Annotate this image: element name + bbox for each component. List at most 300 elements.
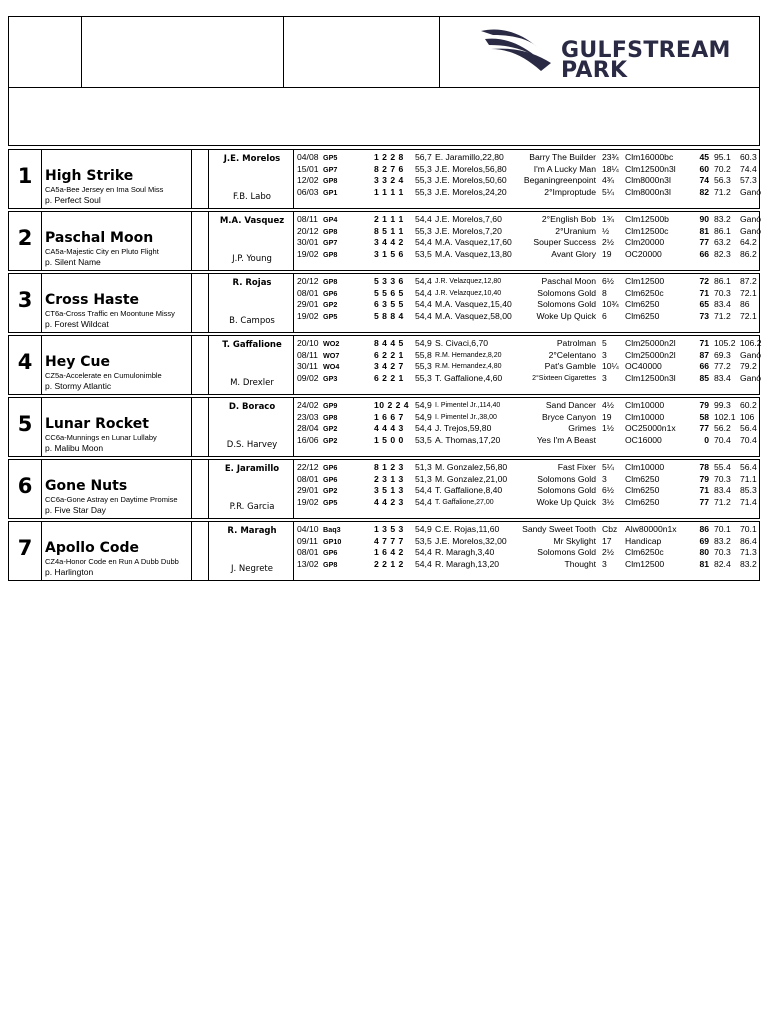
race-positions: 6 3 5 5 [374,299,404,309]
horse-name: Gone Nuts [45,478,128,494]
race-date: 23/03 [297,411,319,422]
race-rating-1: 86.1 [714,276,731,286]
race-class: Clm8000n3l [625,186,671,197]
race-track: GP7 [323,164,338,174]
race-margin: 6½ [602,485,614,495]
speed-figure: 58 [699,411,709,422]
race-winner: Pat's Gamble [544,361,596,371]
race-class: Clm10000 [625,411,665,422]
race-class: Alw80000n1x [625,524,677,534]
race-positions: 1 5 0 0 [374,434,404,445]
past-race-row [294,288,759,300]
column-divider [41,460,42,518]
header-divider [9,87,759,88]
race-rating-2: 71.4 [740,496,757,507]
speed-figure: 80 [699,547,709,557]
race-track: GP2 [323,435,338,445]
column-divider [41,274,42,332]
race-margin: 8 [602,287,607,298]
race-track: GP10 [323,536,342,546]
speed-figure: 78 [699,462,709,472]
race-rating-2: 70.4 [740,434,757,445]
race-rating-2: 79.2 [740,361,757,371]
race-jockey-odds: J.E. Morelos,7,60 [435,214,502,224]
race-positions: 1 6 6 7 [374,411,404,422]
race-rating-1: 55.4 [714,462,731,472]
race-winner: Woke Up Quick [536,310,596,321]
race-weight: 54,4 [415,547,432,557]
race-weight: 54,4 [415,423,432,433]
race-weight: 55,3 [415,372,432,383]
race-rating-2: 71.1 [740,473,757,484]
race-track: GP5 [323,153,338,162]
speed-figure: 82 [699,186,709,197]
race-rating-2: 74.4 [740,163,757,174]
entry-number: 7 [17,536,33,560]
past-race-row [294,214,762,226]
past-race-row [294,536,759,548]
race-rating-1: 83.4 [714,485,731,495]
race-weight: 53,5 [415,248,432,259]
race-weight: 55,8 [415,349,432,360]
race-date: 20/10 [297,338,319,348]
race-date: 30/11 [297,361,318,371]
race-class: OC40000 [625,361,662,371]
race-rating-1: 71.2 [714,496,731,507]
race-rating-1: 70.3 [714,287,731,298]
race-winner: Solomons Gold [537,299,596,309]
past-race-row [294,412,759,424]
column-divider [191,398,192,456]
past-performances [294,152,762,198]
race-weight: 54,4 [415,237,432,247]
header-cell [283,17,440,87]
race-positions: 2 1 1 1 [374,214,404,224]
past-race-row [294,547,759,559]
horse-sire-line: p. Forest Wildcat [45,319,109,329]
past-race-row [294,559,759,571]
race-winner: Solomons Gold [537,485,596,495]
race-jockey-odds: A. Thomas,17,20 [435,434,501,445]
race-weight: 54,9 [415,411,432,422]
race-margin: 2½ [602,547,614,557]
trainer-name: P.R. Garcia [229,502,275,512]
race-date: 13/02 [297,558,319,569]
horse-sire-line: p. Silent Name [45,257,101,267]
race-margin: 17 [602,535,612,546]
past-race-row [294,225,762,238]
race-date: 09/11 [297,535,318,546]
header-cell [9,17,82,87]
race-margin: 3 [602,349,607,360]
race-rating-1: 56.3 [714,175,731,185]
race-track: GP6 [323,463,338,472]
race-class: Clm25000n2l [625,349,676,360]
entry-number: 5 [17,412,33,436]
race-date: 15/01 [297,163,319,174]
race-track: GP8 [323,176,338,185]
race-rating-2: 86.4 [740,535,757,546]
race-entry [8,273,760,333]
race-margin: 6 [602,310,607,321]
race-rating-2: 56.4 [740,462,757,472]
race-positions: 4 7 7 7 [374,535,404,546]
race-track: WO4 [323,362,340,371]
race-positions: 6 2 2 1 [374,349,404,360]
race-class: Clm10000 [625,400,665,410]
race-margin: 3 [602,473,607,484]
race-track: GP3 [323,373,338,383]
race-margin: 3 [602,558,607,569]
past-race-row [294,462,759,474]
speed-figure: 86 [699,524,709,534]
race-rating-1: 70.1 [714,524,731,534]
speed-figure: 85 [699,372,709,383]
race-winner: Avant Glory [551,248,596,259]
race-jockey-odds: C.E. Rojas,11,60 [435,524,500,534]
race-winner: Sand Dancer [545,400,596,410]
horse-head-icon [479,25,559,75]
race-rating-1: 105.2 [714,338,736,348]
column-divider [191,522,192,580]
race-margin: Cbz [602,524,618,534]
jockey-name: J.E. Morelos [223,154,281,164]
race-class: Clm12500c [625,225,669,236]
entry-number: 6 [17,474,33,498]
race-winner: Solomons Gold [537,547,596,557]
race-jockey-odds: J. Trejos,59,80 [435,423,492,433]
race-date: 09/02 [297,372,319,383]
race-date: 29/01 [297,299,319,309]
race-positions: 1 3 5 3 [374,524,404,534]
race-rating-1: 83.2 [714,214,731,224]
race-winner: Souper Success [533,237,596,247]
race-rating-2: 106 [740,411,755,422]
race-margin: 4¾ [602,175,614,185]
race-rating-2: 72.1 [740,310,757,321]
race-winner: Thought [564,558,596,569]
race-weight: 55,3 [415,225,432,236]
speed-figure: 77 [699,496,709,507]
race-date: 06/03 [297,186,319,197]
race-positions: 2 2 1 2 [374,558,404,569]
race-rating-1: 71.2 [714,186,731,197]
race-rating-2: 57.3 [740,175,757,185]
race-class: Clm10000 [625,462,665,472]
race-jockey-odds: T. Gaffalione,4,60 [435,372,503,383]
race-weight: 54,9 [415,400,432,410]
race-winner: 2°Sixteen Cigarettes [532,374,596,382]
speed-figure: 79 [699,400,709,410]
race-positions: 3 3 2 4 [374,175,404,185]
race-rating-2: Ganó [740,225,762,236]
past-race-row [294,276,759,288]
race-jockey-odds: T. Gaffalione,27,00 [435,498,494,506]
past-race-row [294,186,762,199]
race-margin: 6½ [602,276,614,286]
race-class: Clm12500b [625,214,669,224]
race-date: 19/02 [297,496,319,507]
speed-figure: 74 [699,175,709,185]
logo-text [561,38,731,83]
race-weight: 54,9 [415,524,432,534]
speed-figure: 65 [699,299,709,309]
race-winner: 2°English Bob [541,214,596,224]
race-track: GP1 [323,187,338,197]
race-positions: 3 5 1 3 [374,485,404,495]
past-race-row [294,485,759,497]
speed-figure: 81 [699,225,709,236]
race-margin: 10¾ [602,299,619,309]
speed-figure: 73 [699,310,709,321]
race-rating-1: 70.3 [714,547,731,557]
race-rating-1: 83.4 [714,372,731,383]
race-class: Clm12500n3l [625,372,676,383]
race-winner: Beganingreenpoint [523,175,596,185]
race-date: 08/11 [297,214,318,224]
past-race-row [294,237,759,249]
race-jockey-odds: R. Maragh,3,40 [435,547,495,557]
race-date: 16/06 [297,434,319,445]
past-performances [294,338,762,384]
race-track: GP2 [323,300,338,309]
race-rating-1: 95.1 [714,152,731,162]
race-date: 12/02 [297,175,319,185]
race-rating-1: 70.2 [714,163,731,174]
race-positions: 3 1 5 6 [374,248,404,259]
race-rating-1: 99.3 [714,400,731,410]
horse-sire-line: p. Harlington [45,567,94,577]
speed-figure: 69 [699,535,709,546]
race-date: 19/02 [297,248,319,259]
race-positions: 1 2 2 8 [374,152,404,162]
race-margin: ½ [602,225,610,236]
entry-number: 2 [17,226,33,250]
race-weight: 54,4 [415,214,432,224]
race-entry [8,397,760,457]
past-performances [294,276,759,322]
past-race-row [294,164,759,176]
race-jockey-odds: I. Pimentel Jr.,114,40 [435,402,501,409]
race-class: OC25000n1x [625,423,676,433]
race-class: Clm20000 [625,237,665,247]
race-positions: 6 2 2 1 [374,372,404,383]
race-entry [8,521,760,581]
race-winner: 2°Uranium [555,225,596,236]
race-jockey-odds: J.E. Morelos,24,20 [435,186,507,197]
race-margin: 3 [602,372,607,383]
race-winner: Sandy Sweet Tooth [522,524,596,534]
race-winner: Paschal Moon [541,276,596,286]
race-jockey-odds: E. Jaramillo,22,80 [435,152,504,162]
race-track: Baq3 [323,525,341,534]
past-race-row [294,338,762,350]
race-track: GP6 [323,548,338,557]
trainer-name: F.B. Labo [232,192,271,202]
race-date: 24/02 [297,400,319,410]
race-class: Clm8000n3l [625,175,671,185]
race-margin: 1¾ [602,214,614,224]
race-rating-1: 102.1 [714,411,736,422]
column-divider [191,274,192,332]
race-winner: Solomons Gold [537,287,596,298]
past-performances [294,462,759,508]
race-winner: I'm A Lucky Man [533,163,596,174]
horse-breeding: CT6a-Cross Traffic en Moontune Missy [45,309,175,318]
race-entry [8,459,760,519]
trainer-name: B. Campos [229,316,275,326]
race-class: OC20000 [625,248,662,259]
race-jockey-odds: M.A. Vasquez,17,60 [435,237,512,247]
column-divider [41,522,42,580]
race-class: Clm12500 [625,276,665,286]
entries-list [8,149,760,583]
race-positions: 4 4 2 3 [374,496,404,507]
race-class: Clm6250c [625,547,664,557]
race-track: WO7 [323,350,340,360]
race-rating-1: 71.2 [714,310,731,321]
race-rating-1: 70.4 [714,434,731,445]
race-jockey-odds: R.M. Hernandez,4,80 [435,363,502,370]
horse-breeding: CZ4a-Honor Code en Run A Dubb Dubb [45,557,179,566]
past-race-row [294,311,759,323]
race-jockey-odds: M. Gonzalez,56,80 [435,462,508,472]
race-track: WO2 [323,339,340,348]
race-class: Handicap [625,535,662,546]
column-divider [191,150,192,208]
race-weight: 53,5 [415,535,432,546]
race-track: GP5 [323,311,338,321]
race-date: 22/12 [297,462,319,472]
race-winner: Solomons Gold [537,473,596,484]
race-weight: 54,4 [415,496,432,507]
column-divider [191,460,192,518]
horse-name: Hey Cue [45,354,110,370]
header-cell [81,17,284,87]
race-positions: 1 1 1 1 [374,186,404,197]
race-winner: Patrolman [556,338,596,348]
race-track: GP8 [323,249,338,259]
race-weight: 55,3 [415,175,432,185]
race-positions: 4 4 4 3 [374,423,404,433]
race-track: GP6 [323,288,338,298]
race-weight: 54,9 [415,338,432,348]
horse-breeding: CC6a-Munnings en Lunar Lullaby [45,433,157,442]
race-date: 28/04 [297,423,319,433]
race-date: 20/12 [297,225,319,236]
race-class: Clm25000n2l [625,338,676,348]
race-track: GP8 [323,412,338,422]
race-track: GP8 [323,277,338,286]
race-rating-2: 60.3 [740,152,757,162]
horse-name: Apollo Code [45,540,139,556]
race-positions: 2 3 1 3 [374,473,404,484]
horse-breeding: CA5a-Majestic City en Pluto Flight [45,247,159,256]
race-track: GP8 [323,559,338,569]
race-margin: 23¾ [602,152,619,162]
trainer-name: M. Drexler [230,378,274,388]
past-race-row [294,524,759,536]
race-rating-2: Ganó [740,372,762,383]
race-date: 08/01 [297,287,319,298]
horse-name: Paschal Moon [45,230,154,246]
race-weight: 53,5 [415,434,432,445]
race-date: 19/02 [297,310,319,321]
past-race-row [294,400,759,412]
race-rating-2: 86.2 [740,248,757,259]
race-positions: 5 8 8 4 [374,310,404,321]
race-track: GP8 [323,226,338,236]
header-box [8,16,760,146]
race-class: Clm12500n3l [625,163,676,174]
horse-sire-line: p. Malibu Moon [45,443,104,453]
horse-name: High Strike [45,168,134,184]
race-margin: 4½ [602,400,614,410]
past-race-row [294,349,762,362]
race-weight: 54,4 [415,299,432,309]
race-jockey-odds: M.A. Vasquez,15,40 [435,299,512,309]
horse-breeding: CA5a-Bee Jersey en Ima Soul Miss [45,185,164,194]
race-weight: 51,3 [415,473,432,484]
race-class: OC16000 [625,434,662,445]
race-margin: 2½ [602,237,614,247]
speed-figure: 79 [699,473,709,484]
race-track: GP9 [323,401,338,410]
race-class: Clm12500 [625,558,665,569]
race-positions: 1 6 4 2 [374,547,404,557]
race-weight: 54,4 [415,558,432,569]
gulfstream-park-logo [479,25,749,81]
race-jockey-odds: S. Civaci,6,70 [435,338,489,348]
race-margin: 10¼ [602,361,619,371]
race-rating-2: 71.3 [740,547,757,557]
speed-figure: 0 [704,434,709,445]
race-rating-2: Ganó [740,214,762,224]
race-rating-2: 106.2 [740,338,762,348]
race-positions: 10 2 2 4 [374,400,410,410]
logo-line1: GULFSTREAM [561,38,731,63]
speed-figure: 77 [699,423,709,433]
past-performances [294,400,759,446]
race-weight: 54,4 [415,485,432,495]
entry-number: 3 [17,288,33,312]
race-entry [8,149,760,209]
race-weight: 55,3 [415,361,432,371]
race-rating-1: 77.2 [714,361,731,371]
race-date: 20/12 [297,276,319,286]
past-race-row [294,423,759,435]
past-race-row [294,435,759,447]
jockey-name: M.A. Vasquez [219,216,285,226]
speed-figure: 77 [699,237,709,247]
past-race-row [294,152,759,164]
race-rating-1: 56.2 [714,423,731,433]
race-rating-1: 69.3 [714,349,731,360]
speed-figure: 87 [699,349,709,360]
race-rating-2: 87.2 [740,276,757,286]
past-race-row [294,175,759,187]
past-race-row [294,299,759,311]
race-winner: Mr Skylight [553,535,596,546]
race-class: Clm16000bc [625,152,674,162]
race-jockey-odds: M.A. Vasquez,13,80 [435,248,512,259]
column-divider [41,336,42,394]
race-positions: 8 4 4 5 [374,338,404,348]
jockey-name: E. Jaramillo [224,464,280,474]
race-rating-1: 83.4 [714,299,731,309]
speed-figure: 66 [699,361,709,371]
race-class: Clm6250 [625,299,660,309]
